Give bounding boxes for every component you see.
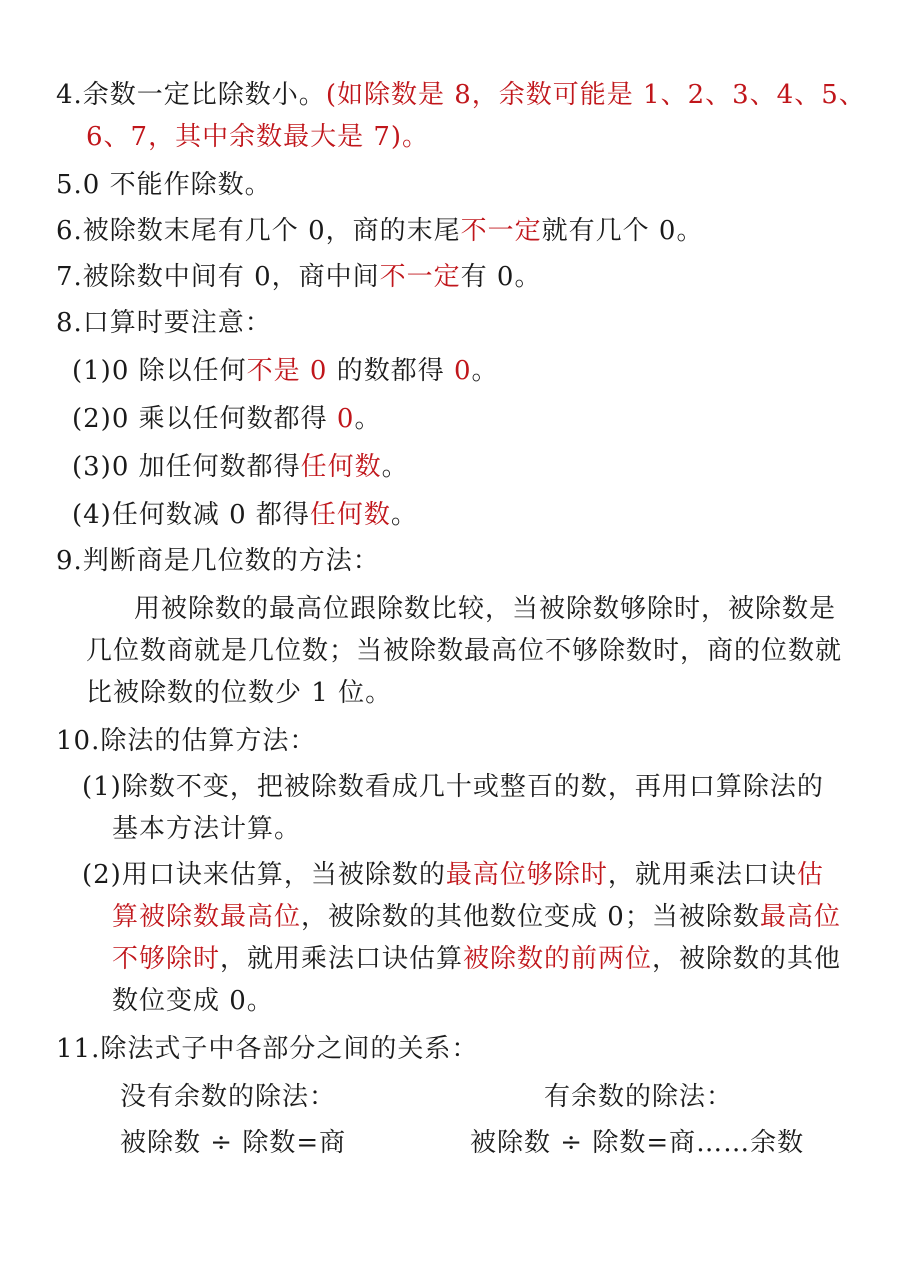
item8-s1-end: 。 bbox=[471, 356, 499, 386]
item8-s3-highlight: 任何数 bbox=[300, 452, 382, 482]
item10-s1-l1: (1)除数不变，把被除数看成几十或整百的数，再用口算除法的 bbox=[82, 772, 824, 802]
item11-right-formula bbox=[470, 1130, 804, 1156]
item11-right-heading bbox=[544, 1084, 733, 1110]
item11-left-formula bbox=[120, 1130, 346, 1156]
item11-title-text: 11.除法式子中各部分之间的关系： bbox=[56, 1034, 479, 1064]
item9-para-line1 bbox=[134, 596, 836, 622]
item9-p2: 几位数商就是几位数；当被除数最高位不够除数时，商的位数就 bbox=[86, 636, 843, 666]
item11-right-formula-text: 被除数 ÷ 除数=商……余数 bbox=[470, 1128, 805, 1158]
item6-highlight: 不一定 bbox=[460, 216, 542, 246]
item10-s2-l1-text: (2)用口诀来估算，当被除数的 bbox=[82, 860, 446, 890]
item11-title bbox=[56, 1036, 478, 1062]
item10-s2-l3-text: ，就用乘法口诀估算 bbox=[220, 944, 464, 974]
item7-highlight: 不一定 bbox=[379, 262, 461, 292]
item10-sub2-line4 bbox=[112, 988, 274, 1014]
item8-s4-end: 。 bbox=[390, 500, 418, 530]
item7 bbox=[56, 264, 541, 290]
item10-s1-l2: 基本方法计算。 bbox=[112, 814, 302, 844]
item4-example-cont: 6、7，其中余数最大是 7)。 bbox=[86, 122, 430, 152]
item10-s2-l1-highlight: 最高位够除时 bbox=[445, 860, 608, 890]
item8-sub2 bbox=[72, 406, 381, 432]
item8-sub3 bbox=[72, 454, 409, 480]
item10-s2-l2-highlight2: 最高位 bbox=[759, 902, 841, 932]
item10-title bbox=[56, 728, 316, 754]
item4-line2 bbox=[86, 124, 429, 150]
item10-s2-l2-highlight: 算被除数最高位 bbox=[112, 902, 302, 932]
item5-text: 5.0 不能作除数。 bbox=[56, 170, 272, 200]
item8-title bbox=[56, 310, 272, 336]
item10-s2-l1-text2: ，就用乘法口诀 bbox=[607, 860, 797, 890]
item6-text-end: 就有几个 0。 bbox=[541, 216, 704, 246]
item8-s4-highlight: 任何数 bbox=[309, 500, 391, 530]
item10-s2-l3-highlight: 不够除时 bbox=[112, 944, 221, 974]
item8-s4-text: (4)任何数减 0 都得 bbox=[72, 500, 310, 530]
item6-text: 6.被除数末尾有几个 0，商的末尾 bbox=[56, 216, 461, 246]
item8-s2-text: (2)0 乘以任何数都得 bbox=[72, 404, 337, 434]
item10-sub2-line3 bbox=[112, 946, 841, 972]
item8-s2-highlight: 0 bbox=[336, 404, 355, 434]
item4-text: 4.余数一定比除数小。 bbox=[56, 80, 326, 110]
item8-s3-text: (3)0 加任何数都得 bbox=[72, 452, 301, 482]
item10-s2-l1-highlight2: 估 bbox=[796, 860, 824, 890]
item10-sub2-line1 bbox=[82, 862, 824, 888]
item11-left-heading bbox=[120, 1084, 336, 1110]
item8-s1-text: (1)0 除以任何 bbox=[72, 356, 247, 386]
item5 bbox=[56, 172, 272, 198]
item11-left-head: 没有余数的除法： bbox=[120, 1082, 337, 1112]
item10-sub1-line1 bbox=[82, 774, 824, 800]
item8-s3-end: 。 bbox=[381, 452, 409, 482]
item8-s1-text2: 的数都得 bbox=[327, 356, 454, 386]
item9-para-line3 bbox=[86, 680, 392, 706]
item8-s1-highlight: 不是 0 bbox=[246, 356, 328, 386]
item11-left-formula-text: 被除数 ÷ 除数=商 bbox=[120, 1128, 347, 1158]
item10-sub2-line2 bbox=[112, 904, 841, 930]
item10-s2-l3-highlight2: 被除数的前两位 bbox=[463, 944, 653, 974]
item9-title-text: 9.判断商是几位数的方法： bbox=[56, 546, 380, 576]
item10-sub1-line2 bbox=[112, 816, 301, 842]
item8-s1-highlight2: 0 bbox=[453, 356, 472, 386]
item11-right-head: 有余数的除法： bbox=[544, 1082, 734, 1112]
item4-example: (如除数是 8，余数可能是 1、2、3、4、5、 bbox=[325, 80, 866, 110]
item8-s2-end: 。 bbox=[354, 404, 382, 434]
item6 bbox=[56, 218, 703, 244]
item4-line1 bbox=[56, 82, 866, 108]
item9-p3: 比被除数的位数少 1 位。 bbox=[86, 678, 393, 708]
item9-p1: 用被除数的最高位跟除数比较，当被除数够除时，被除数是 bbox=[134, 594, 837, 624]
item10-s2-l2-text: ，被除数的其他数位变成 0；当被除数 bbox=[301, 902, 760, 932]
item7-text: 7.被除数中间有 0，商中间 bbox=[56, 262, 380, 292]
item10-s2-l4: 数位变成 0。 bbox=[112, 986, 274, 1016]
item10-title-text: 10.除法的估算方法： bbox=[56, 726, 317, 756]
item8-sub4 bbox=[72, 502, 418, 528]
item9-title bbox=[56, 548, 380, 574]
item10-s2-l3-end: ，被除数的其他 bbox=[652, 944, 842, 974]
item9-para-line2 bbox=[86, 638, 842, 664]
item7-text-end: 有 0。 bbox=[460, 262, 542, 292]
item8-title-text: 8.口算时要注意： bbox=[56, 308, 272, 338]
item8-sub1 bbox=[72, 358, 499, 384]
